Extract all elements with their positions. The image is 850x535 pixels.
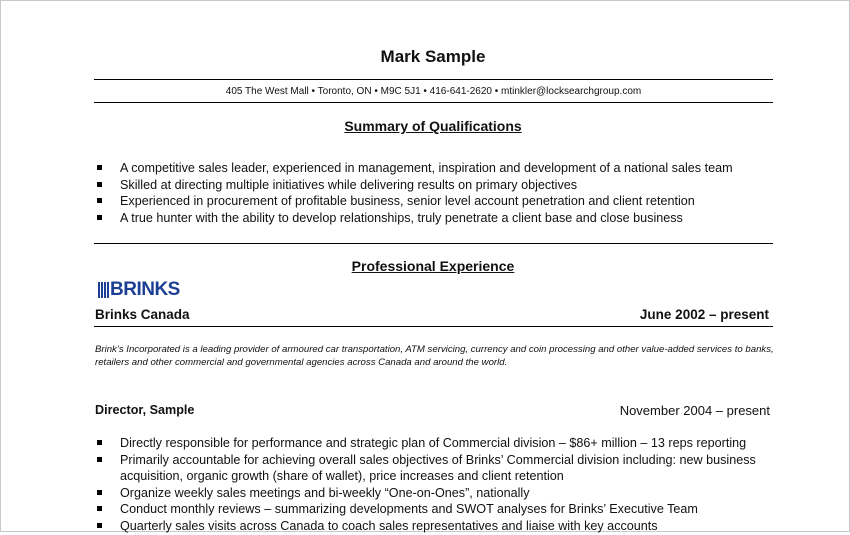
header-bottom-rule [94,102,773,103]
experience-title: Professional Experience [351,258,515,274]
summary-title: Summary of Qualifications [344,118,522,134]
company-dates: June 2002 – present [639,307,769,322]
list-item: Quarterly sales visits across Canada to coach sales representatives and liaise with key accounts [94,518,774,535]
list-item: Directly responsible for performance and strategic plan of Commercial division – $86+ million – 13 reps reporting [94,435,774,452]
logo-stripes-icon [98,282,109,298]
section-divider [94,243,773,244]
role-dates: November 2004 – present [619,403,770,418]
role-responsibilities [94,435,774,535]
company-rule [94,326,773,327]
list-item: Experienced in procurement of profitable business, senior level account penetration and client retention [94,193,774,210]
list-item: A true hunter with the ability to develop relationships, truly penetrate a client base and close business [94,210,774,227]
contact-info: 405 The West Mall • Toronto, ON • M9C 5J1 • 416-641-2620 • mtinkler@locksearchgroup.com [225,86,642,97]
list-item: A competitive sales leader, experienced in management, inspiration and development of a national sales team [94,160,774,177]
company-name: Brinks Canada [95,307,190,322]
summary-list [94,160,774,226]
header-top-rule [94,79,773,80]
brinks-logo [98,281,180,299]
list-item: Skilled at directing multiple initiatives while delivering results on primary objectives [94,177,774,194]
list-item: Conduct monthly reviews – summarizing developments and SWOT analyses for Brinks’ Executive Team [94,501,774,518]
list-item: Organize weekly sales meetings and bi-weekly “One-on-Ones”, nationally [94,485,774,502]
logo-text: BRINKS [110,279,180,300]
list-item: Primarily accountable for achieving overall sales objectives of Brinks’ Commercial division including: new business acquisition, organic growth (share of wallet), price increases and client retention [94,452,774,485]
company-description: Brink’s Incorporated is a leading provider of armoured car transportation, ATM servicing, currency and coin processing and other value-added services to banks, retailers and other commercial and governmental agencies across Canada and around the world. [95,344,774,368]
role-title: Director, Sample [95,403,195,417]
resume-name: Mark Sample [380,47,486,66]
